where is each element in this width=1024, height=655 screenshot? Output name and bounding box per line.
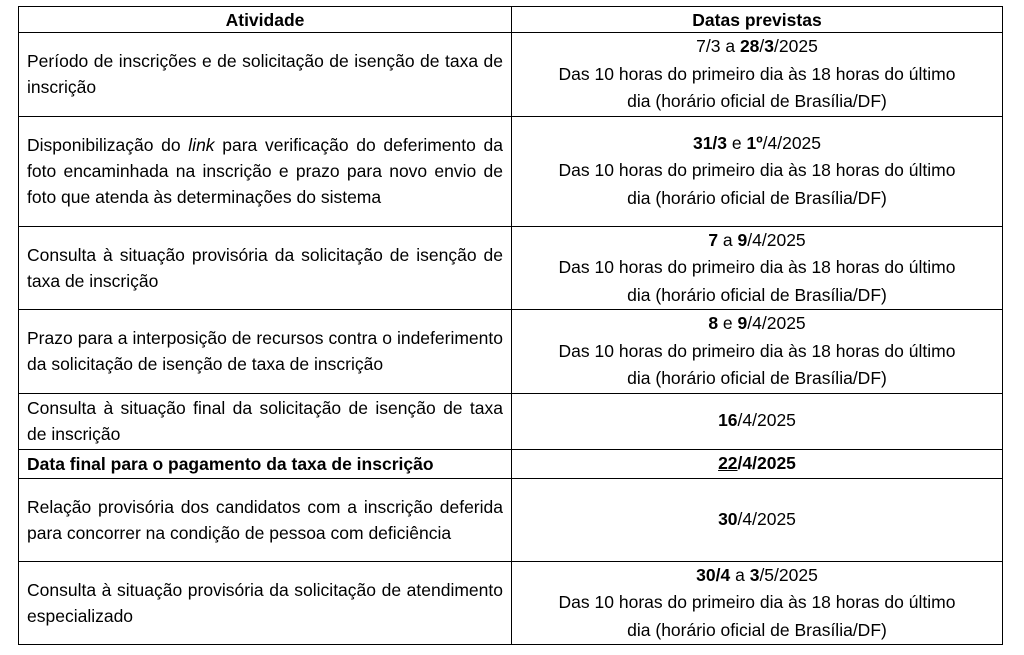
- header-dates: Datas previstas: [512, 7, 1003, 33]
- date-value: 30/4/2025: [718, 508, 796, 529]
- date-cell: [512, 310, 1003, 394]
- schedule-table: [18, 6, 1003, 645]
- header-row: [19, 7, 1003, 33]
- table-row: [19, 478, 1003, 561]
- hours-line-2: dia (horário oficial de Brasília/DF): [627, 368, 887, 388]
- table-row: [19, 393, 1003, 449]
- table-row: [19, 116, 1003, 226]
- link-word: link: [188, 135, 215, 155]
- date-range: 30/4 a 3/5/2025: [696, 564, 818, 585]
- date-cell: [512, 116, 1003, 226]
- hours-line-1: Das 10 horas do primeiro dia às 18 horas do último: [558, 63, 956, 84]
- hours-line-1: Das 10 horas do primeiro dia às 18 horas do último: [558, 160, 956, 181]
- date-range: 7/3 a 28/3/2025: [696, 36, 818, 56]
- date-range: 8 e 9/4/2025: [708, 313, 806, 333]
- table-row: [19, 449, 1003, 478]
- activity-cell: Consulta à situação final da solicitação de isenção de taxa de inscrição: [19, 393, 512, 449]
- activity-cell: Data final para o pagamento da taxa de inscrição: [19, 449, 512, 478]
- activity-cell: Disponibilização do link para verificação do deferimento da foto encaminhada na inscrição e prazo para novo envio de foto que atenda às determinações do sistema: [19, 116, 512, 226]
- activity-cell: Consulta à situação provisória da solicitação de isenção de taxa de inscrição: [19, 226, 512, 310]
- table-row: [19, 33, 1003, 117]
- activity-cell: Período de inscrições e de solicitação de isenção de taxa de inscrição: [19, 33, 512, 117]
- date-value: 22/4/2025: [718, 452, 796, 473]
- hours-line-2: dia (horário oficial de Brasília/DF): [627, 187, 887, 208]
- hours-line-2: dia (horário oficial de Brasília/DF): [627, 284, 887, 305]
- date-cell: [512, 478, 1003, 561]
- header-activity: Atividade: [19, 7, 512, 33]
- date-value: 16/4/2025: [718, 410, 796, 431]
- date-cell: [512, 561, 1003, 645]
- table-row: [19, 226, 1003, 310]
- activity-cell: Consulta à situação provisória da solicitação de atendimento especializado: [19, 561, 512, 645]
- hours-line-1: Das 10 horas do primeiro dia às 18 horas do último: [558, 257, 956, 277]
- date-range: 7 a 9/4/2025: [708, 229, 806, 250]
- table-row: [19, 310, 1003, 394]
- activity-cell: Relação provisória dos candidatos com a inscrição deferida para concorrer na condição de pessoa com deficiência: [19, 478, 512, 561]
- activity-cell: Prazo para a interposição de recursos contra o indeferimento da solicitação de isenção de taxa de inscrição: [19, 310, 512, 394]
- table-row: [19, 561, 1003, 645]
- date-cell: [512, 449, 1003, 478]
- hours-line-1: Das 10 horas do primeiro dia às 18 horas do último: [558, 340, 956, 361]
- date-range: 31/3 e 1º/4/2025: [692, 132, 822, 153]
- date-cell: [512, 33, 1003, 117]
- hours-line-2: dia (horário oficial de Brasília/DF): [627, 619, 887, 640]
- date-cell: [512, 393, 1003, 449]
- hours-line-1: Das 10 horas do primeiro dia às 18 horas do último: [558, 592, 956, 612]
- date-cell: [512, 226, 1003, 310]
- hours-line-2: dia (horário oficial de Brasília/DF): [627, 91, 887, 111]
